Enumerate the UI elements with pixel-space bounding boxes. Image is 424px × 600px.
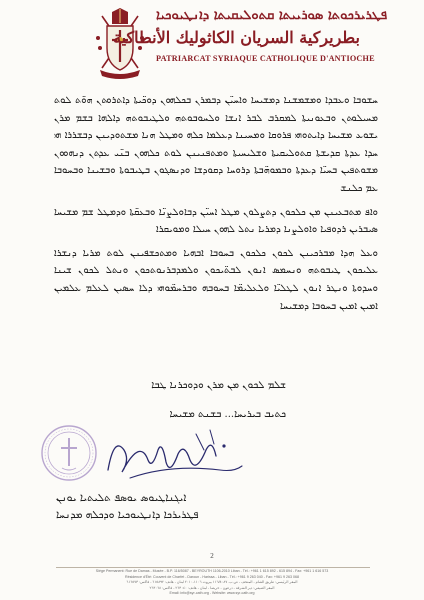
footer-address-line: Siège Permanent: Rue de Damas - Musée - B.P. 116/5087 - BEYROUTH 1106-2010 Liban - Tél.: +961 1 615 892 - 615 894 - Fax: +961 1 616 573: [95, 569, 329, 573]
footer-contact-line: Email: info@syr-cath.org - Website: www.syr-cath.org: [169, 591, 255, 596]
footer-arabic-address-line: المقر الرئيسي: طريق الشام - المتحف - ص.ب. ١١٦/٥٠٨٧ بيروت ١١٠٦-٢٠١٠ لبنان - هاتف: ٦١٥٨٩٢ - فاكس: ٦١٦٥٧٣: [126, 580, 298, 585]
patriarchal-seal-icon: [40, 424, 98, 482]
page-number: 2: [210, 552, 214, 560]
body-paragraph: ܚܫܘܒܐ ܘܥܒܕܐ ܘܡܫܡܫܢܐ ܕܡܫܝܚܐ ܘܐܚܝ̈ܢ ܕܒܡܪܢ ܒܟܠܗܘܢ ܕܘܟ̈ܝܬܐ ܕܐܬܪܘܬܢ ܗܘ̈ܬ ܠܘܬ ܡܚܝܠܘܬܢ ܘܒܥܘܢܝܬܐ ܠܡܩܪܒ ܠܒܪ ܐܢܫܐ ܘܠܚܘܒܘܬܗ ܘܠܛܝܒܘܬܗ ܕܐܠܗܐ ܒܫܡ ܡܪܢ ܝܫܘܥ ܡܫܝܚܐ ܕܐܝܬܘܗܝ ܦܪܘܩܐ ܘܡܚܝܢܐ ܕܥܠܡܐ ܟܠܗ ܘܡܛܠ ܗܢܐ ܡܫܬܘܕܝܢܢ ܕܒܫܪܪܐ ܗܝ ܚܕܐ ܥܕܬܐ ܩܕܝܫܬܐ ܩܬܘܠܝܩܝܬܐ ܘܫܠܝܚܝܬܐ ܘܡܬܦܢܝܢܢ ܠܘܬ ܟܠܗܘܢ ܒܢ̈ܝ ܥܕܬܢ ܕܢܗܘܘܢ ܡܫܘܬܦܝܢ ܒܚܝ̈ܐ ܕܥܕܬܐ ܘܒܡܘܗ̈ܒܬܐ ܕܪܘܚܐ ܕܩܘܕܫܐ ܘܕܢܣܓܘܢ ܒܛܝܒܘܬܐ ܘܒܫܝܢܐ ܘܒܚܘܒܐ ܥܡ ܟܠܢܫ: [54, 95, 378, 194]
closing-date-line: ܟܬܝܒ ܒܝܪܝܚܐ... ܒܫܢܬ ܡܫܝܚܐ: [169, 409, 286, 420]
handwritten-signature-icon: [100, 420, 250, 488]
signer-title: ܦܛܪܝܪܟܐ ܕܐܢܛܝܘܟܝܐ ܘܕܟܠܗ ܡܕܢܚܐ: [56, 509, 199, 521]
letterhead-syriac-name: ܦܛܪܝܪܟܘܬܐ ܣܘܪܝܝܬܐ ܩܬܘܠܝܩܝܬܐ ܕܐܢܛܝܘܟܝܐ: [156, 8, 388, 23]
footer-arabic-summer-line: المقر الصيفي: دير الشرفة - درعون - حريصا - لبنان - هاتف: ٢٦٣٠٤٠ - فاكس: ٢٦٣٠٦٨: [149, 585, 275, 590]
body-paragraph: ܘܥܠ ܗܕܐ ܡܒܪܟܝܢܢ ܠܟܘܢ ܟܠܟܘܢ ܒܚܘܒܐ ܐܒܗܝܐ ܘܡܬܟܫܦܝܢܢ ܠܘܬ ܡܪܝܐ ܕܢܫܪܐ ܥܠܝܟܘܢ ܛܝܒܘܬܗ ܘܢܚܡܣ ܐܢܘܢ ܠܒܬ̈ܝܟܘܢ ܘܠܡܕܒܪܢܘܬܟܘܢ ܘܢܬܠ ܠܟܘܢ ܫܝܢܐ ܘܚܕܘܬܐ ܘܢܛܪ ܐܢܘܢ ܠܛܠܝ̈ܐ ܘܠܥܠܝܡ̈ܐ ܒܚܘܒܗ ܘܒܪܚܡ̈ܘܗܝ ܕܠܐ ܚܣܝܢ ܠܥܠܡ ܥܠܡܝܢ ܐܡܝܢ ܐܡܝܢ ܒܚܘܒܐ ܕܡܫܝܚܐ: [54, 247, 378, 312]
letterhead: [94, 6, 388, 86]
closing-greeting: ܫܠܡ ܠܟܘܢ ܡܢ ܡܪܢ ܘܕܘܟܪܢܐ ܛܒܐ: [151, 380, 286, 391]
letterhead-arabic-name: بطريركية السريان الكاثوليك الأنطاكية: [113, 28, 360, 47]
footer-summer-address-line: Résidence d'Été: Couvent de Charfet - Daroun - Harissa - Liban - Tél.: +961 9 263 040 - Fax: +961 9 263 068: [124, 574, 300, 579]
footer-divider: [56, 567, 370, 568]
letter-body: [54, 92, 378, 321]
letterhead-french-name: PATRIARCAT SYRIAQUE CATHOLIQUE D'ANTIOCHE: [156, 54, 375, 63]
body-paragraph: ܘܐܦ ܡܬܒܥܝܢܢ ܡܢ ܟܠܟܘܢ ܕܬܨܠܘܢ ܡܛܠ ܐܚܝ̈ܢ ܕܒܐܘܠܨܢ̈ܐ ܘܒܥܩ̈ܬܐ ܘܕܡܛܠ ܫܡ ܡܫܝܚܐ ܣܝܒܪܝܢ ܪܕܘܦܝܐ ܘܐܘܠܨܢܐ ܕܡܪܝܐ ܢܬܠ ܠܗܘܢ ܚܝܠܐ ܘܡܘܝܩܪܐ: [54, 206, 378, 236]
signer-name: ܐܝܓܢܐܛܝܘܣ ܝܘܣܦ ܬܠܝܬܝܐ ܝܘܢܢ: [56, 492, 187, 504]
footer: [40, 569, 384, 597]
